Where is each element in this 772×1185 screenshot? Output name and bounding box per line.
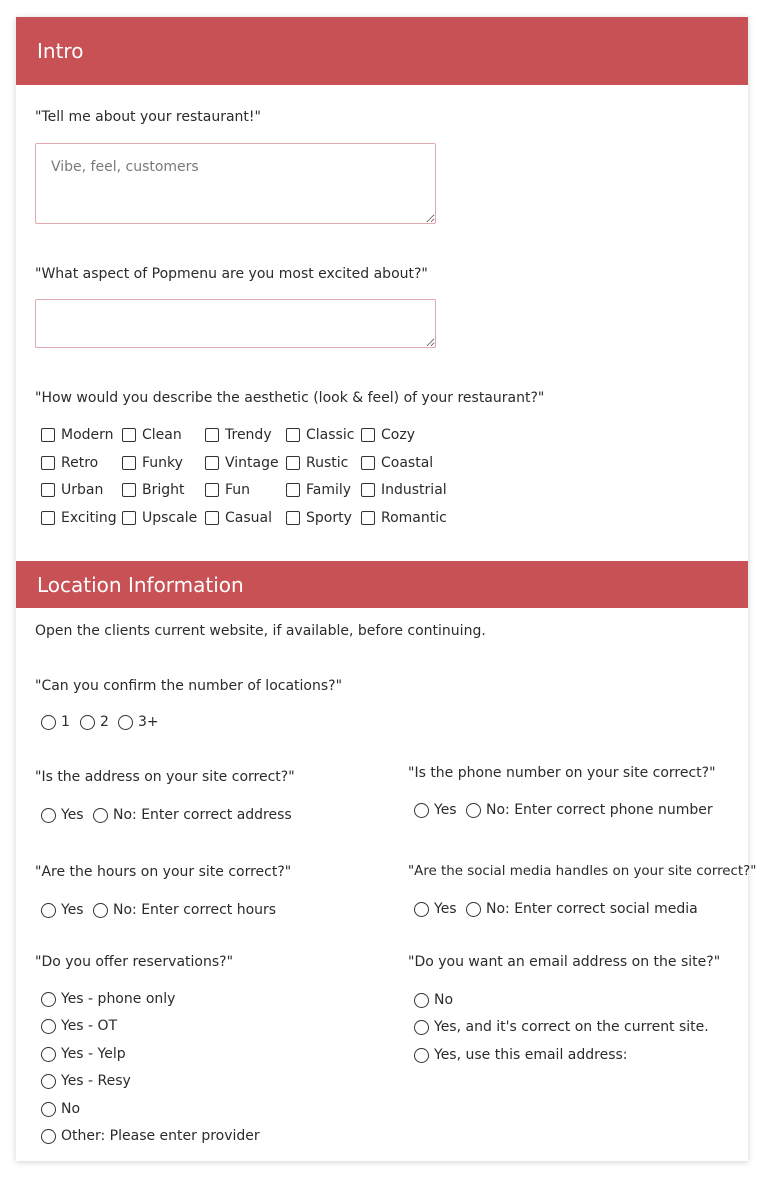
radio[interactable]: [414, 993, 429, 1008]
checkbox[interactable]: [361, 456, 375, 470]
restaurant-description-input[interactable]: [35, 143, 436, 224]
aesthetic-option[interactable]: Casual: [205, 509, 272, 527]
address-option-yes[interactable]: Yes: [41, 806, 84, 824]
question-reservations: "Do you offer reservations?": [35, 954, 234, 970]
excited-about-input[interactable]: [35, 299, 436, 348]
checkbox[interactable]: [41, 483, 55, 497]
aesthetic-option[interactable]: Trendy: [205, 426, 272, 444]
intro-title: Intro: [37, 39, 84, 63]
aesthetic-option[interactable]: Cozy: [361, 426, 415, 444]
question-excited: "What aspect of Popmenu are you most excited about?": [35, 266, 428, 282]
aesthetic-option[interactable]: Industrial: [361, 481, 447, 499]
aesthetic-option[interactable]: Sporty: [286, 509, 352, 527]
radio[interactable]: [41, 715, 56, 730]
email-option[interactable]: No: [414, 991, 453, 1009]
radio[interactable]: [41, 903, 56, 918]
checkbox[interactable]: [205, 483, 219, 497]
aesthetic-option[interactable]: Exciting: [41, 509, 117, 527]
locations-option[interactable]: 3+: [118, 713, 159, 731]
radio[interactable]: [41, 1129, 56, 1144]
checkbox[interactable]: [122, 428, 136, 442]
radio[interactable]: [41, 1074, 56, 1089]
radio[interactable]: [414, 1048, 429, 1063]
phone-option-no[interactable]: No: Enter correct phone number: [466, 801, 713, 819]
radio[interactable]: [93, 903, 108, 918]
checkbox[interactable]: [205, 511, 219, 525]
question-hours: "Are the hours on your site correct?": [35, 864, 292, 880]
aesthetic-option[interactable]: Funky: [122, 454, 183, 472]
reservations-option[interactable]: Yes - Yelp: [41, 1045, 126, 1063]
radio[interactable]: [414, 803, 429, 818]
aesthetic-option[interactable]: Classic: [286, 426, 354, 444]
question-aesthetic: "How would you describe the aesthetic (look & feel) of your restaurant?": [35, 390, 545, 406]
aesthetic-option[interactable]: Family: [286, 481, 351, 499]
radio[interactable]: [466, 902, 481, 917]
reservations-option[interactable]: Yes - phone only: [41, 990, 175, 1008]
reservations-option[interactable]: Other: Please enter provider: [41, 1127, 260, 1145]
aesthetic-option[interactable]: Coastal: [361, 454, 433, 472]
aesthetic-option[interactable]: Romantic: [361, 509, 447, 527]
radio[interactable]: [93, 808, 108, 823]
aesthetic-option[interactable]: Clean: [122, 426, 182, 444]
location-header: [16, 561, 748, 608]
reservations-option[interactable]: Yes - OT: [41, 1017, 117, 1035]
location-note: Open the clients current website, if available, before continuing.: [35, 623, 486, 639]
checkbox[interactable]: [41, 511, 55, 525]
checkbox[interactable]: [122, 511, 136, 525]
checkbox[interactable]: [122, 456, 136, 470]
email-option[interactable]: Yes, and it's correct on the current site.: [414, 1018, 709, 1036]
reservations-option[interactable]: Yes - Resy: [41, 1072, 131, 1090]
checkbox[interactable]: [122, 483, 136, 497]
question-email: "Do you want an email address on the site?": [408, 954, 721, 970]
checkbox[interactable]: [205, 456, 219, 470]
hours-option-no[interactable]: No: Enter correct hours: [93, 901, 276, 919]
email-option[interactable]: Yes, use this email address:: [414, 1046, 628, 1064]
form-card: [16, 17, 757, 1161]
aesthetic-option[interactable]: Retro: [41, 454, 98, 472]
locations-option[interactable]: 2: [80, 713, 109, 731]
radio[interactable]: [41, 1019, 56, 1034]
radio[interactable]: [41, 992, 56, 1007]
radio[interactable]: [414, 902, 429, 917]
checkbox[interactable]: [286, 483, 300, 497]
phone-option-yes[interactable]: Yes: [414, 801, 457, 819]
aesthetic-option[interactable]: Rustic: [286, 454, 348, 472]
social-option-yes[interactable]: Yes: [414, 900, 457, 918]
question-social: "Are the social media handles on your site correct?": [408, 864, 757, 879]
radio[interactable]: [414, 1020, 429, 1035]
question-phone: "Is the phone number on your site correct?": [408, 765, 716, 781]
radio[interactable]: [41, 808, 56, 823]
aesthetic-option[interactable]: Fun: [205, 481, 250, 499]
address-option-no[interactable]: No: Enter correct address: [93, 806, 292, 824]
checkbox[interactable]: [41, 456, 55, 470]
reservations-option[interactable]: No: [41, 1100, 80, 1118]
question-restaurant: "Tell me about your restaurant!": [35, 109, 261, 125]
checkbox[interactable]: [286, 428, 300, 442]
checkbox[interactable]: [286, 456, 300, 470]
checkbox[interactable]: [205, 428, 219, 442]
social-option-no[interactable]: No: Enter correct social media: [466, 900, 698, 918]
radio[interactable]: [80, 715, 95, 730]
intro-header: [16, 17, 748, 85]
radio[interactable]: [466, 803, 481, 818]
question-locations: "Can you confirm the number of locations?": [35, 678, 343, 694]
hours-option-yes[interactable]: Yes: [41, 901, 84, 919]
aesthetic-option[interactable]: Modern: [41, 426, 114, 444]
locations-option[interactable]: 1: [41, 713, 70, 731]
checkbox[interactable]: [361, 483, 375, 497]
location-title: Location Information: [37, 572, 244, 597]
checkbox[interactable]: [361, 428, 375, 442]
aesthetic-option[interactable]: Bright: [122, 481, 185, 499]
radio[interactable]: [41, 1047, 56, 1062]
question-address: "Is the address on your site correct?": [35, 769, 295, 785]
aesthetic-option[interactable]: Vintage: [205, 454, 279, 472]
aesthetic-option[interactable]: Urban: [41, 481, 103, 499]
checkbox[interactable]: [41, 428, 55, 442]
checkbox[interactable]: [361, 511, 375, 525]
checkbox[interactable]: [286, 511, 300, 525]
aesthetic-option[interactable]: Upscale: [122, 509, 197, 527]
radio[interactable]: [118, 715, 133, 730]
radio[interactable]: [41, 1102, 56, 1117]
